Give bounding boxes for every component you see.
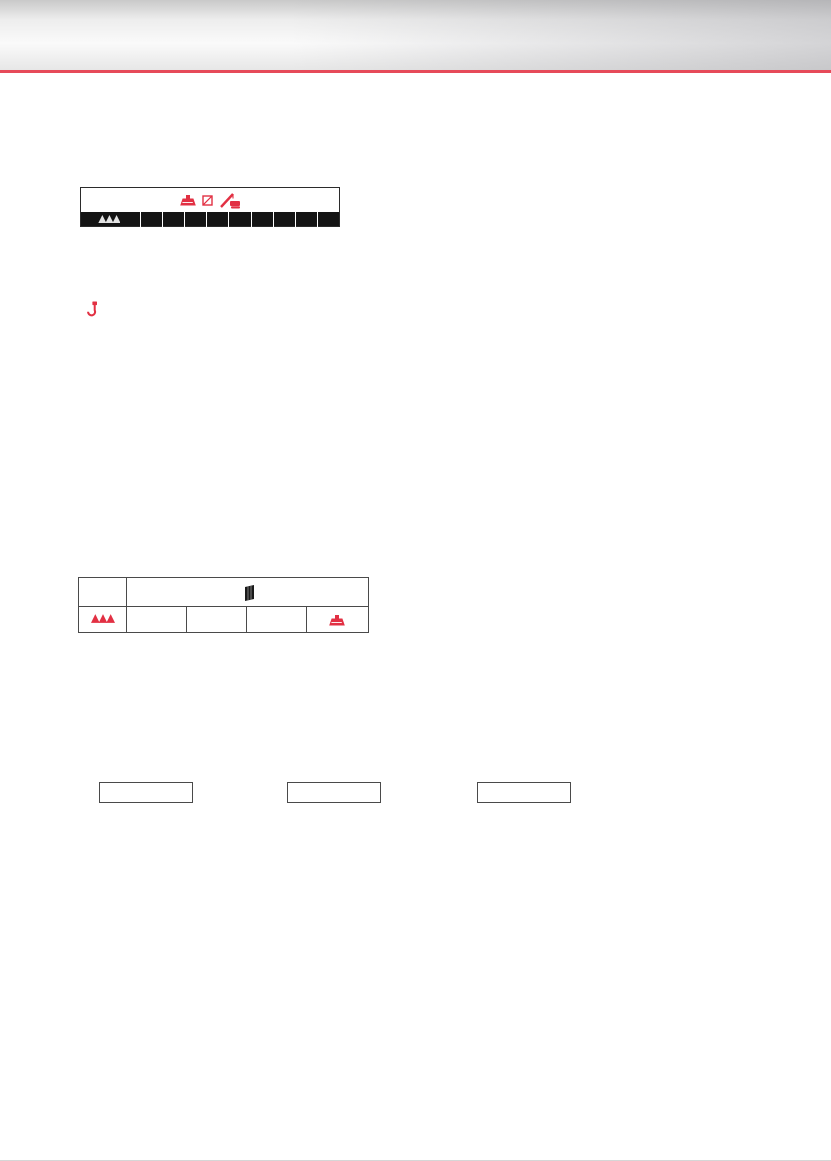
jib-truss-icon (98, 215, 120, 223)
col-total (307, 607, 369, 633)
ccv-block-drawing (80, 808, 215, 1008)
jib-col (295, 212, 317, 227)
col-4600 (127, 607, 187, 633)
hook-axis-label (82, 301, 106, 324)
block-label-ccw (287, 782, 381, 803)
ccw-block-drawing (268, 830, 403, 1015)
mast-header-row (79, 578, 369, 607)
jib-col (185, 212, 207, 227)
ballast-weight-icon (179, 194, 196, 206)
trolley-square-icon (202, 195, 213, 206)
ccx-block-drawing (458, 868, 593, 1008)
jib-truss-icon (91, 614, 115, 623)
page-header-band (0, 0, 831, 73)
ballast-weight-icon (328, 614, 345, 626)
crane-icon (219, 192, 242, 209)
jib-length-header-row (81, 212, 340, 227)
mast-type-cell (127, 578, 369, 607)
jib-col (207, 212, 229, 227)
col-2200 (247, 607, 307, 633)
block-type-header-row (79, 607, 369, 633)
counterjib-table (78, 577, 369, 633)
jib-col (273, 212, 295, 227)
empty-cell (79, 578, 127, 607)
jib-col (251, 212, 273, 227)
jib-col (141, 212, 163, 227)
config-note (81, 192, 339, 209)
hook-height-unit-cell (81, 212, 141, 227)
hook-icon (87, 301, 102, 318)
ballast-table (80, 187, 340, 227)
jib-col (317, 212, 339, 227)
col-4000 (187, 607, 247, 633)
mast-section-icon (243, 584, 256, 601)
config-note-row (81, 188, 340, 213)
block-label-ccv (99, 782, 193, 803)
jib-col (163, 212, 185, 227)
jib-col (229, 212, 251, 227)
block-label-ccx (477, 782, 571, 803)
jib-length-header-cell (79, 607, 127, 633)
